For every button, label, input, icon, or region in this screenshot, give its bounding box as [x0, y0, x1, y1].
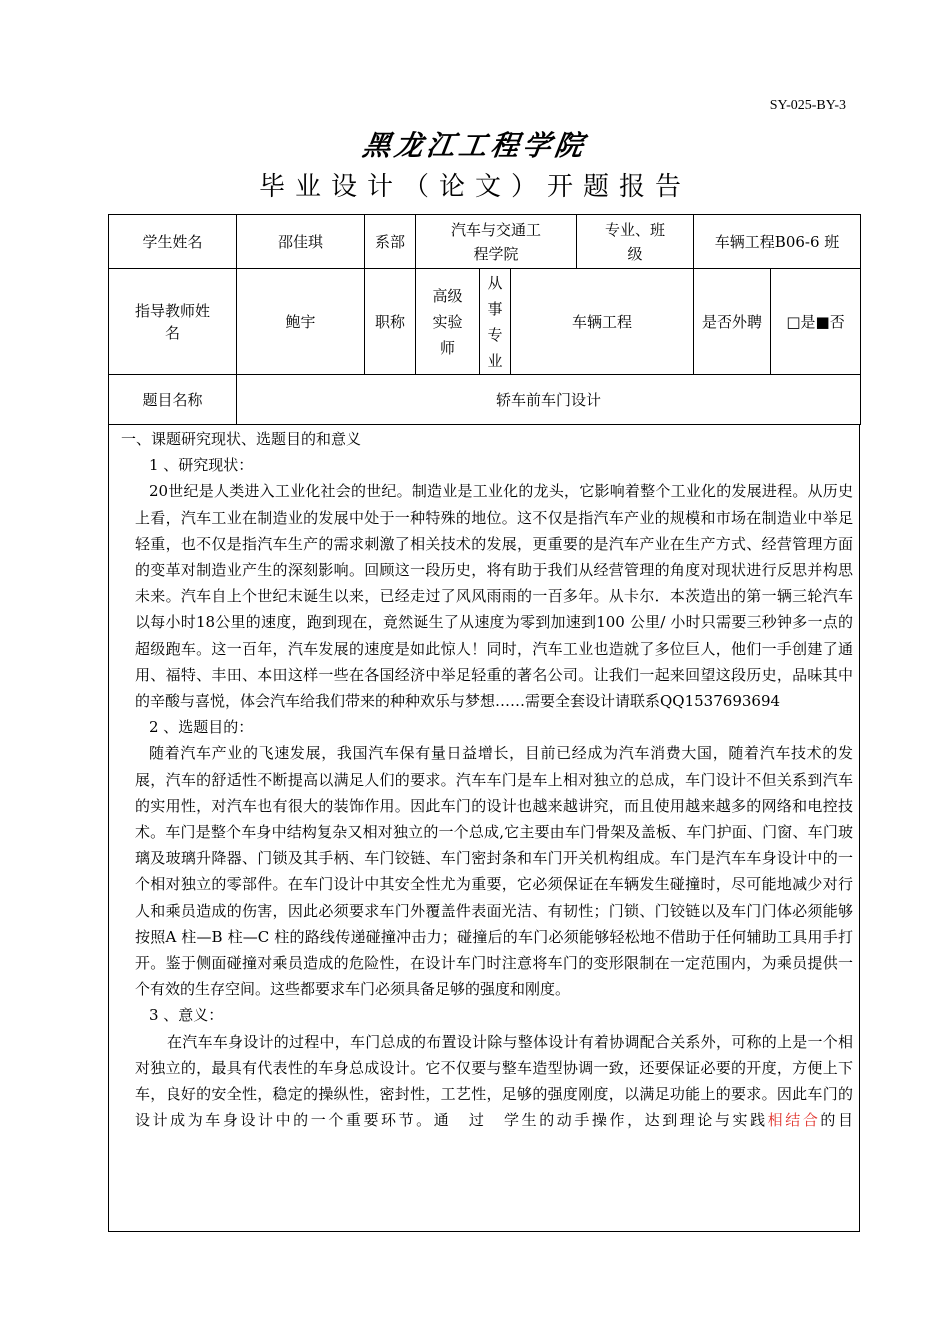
external-label: 是否外聘 [694, 269, 771, 375]
topic-value: 轿车前车门设计 [237, 375, 861, 425]
paragraph-significance [135, 1029, 859, 1134]
rank-value: 高级实验师 [416, 269, 480, 375]
school-logo-text: 黑龙江工程学院 [360, 129, 590, 162]
significance-text: 在汽车车身设计的过程中，车门总成的布置设计除与整体设计有着协调配合关系外，可称的上是一个相对独立的，最具有代表性的车身总成设计。它不仅要与整车造型协调一致，还要保证必要的开度，方便上下车，良好的安全性，稳定的操纵性，密封性，工艺性，足够的强度刚度，以满足功能上的要求。因此车门的设计成为车身设计中的一个重要环节。通 过 学生的动手操作，达到理论与实践 [135, 1032, 853, 1130]
major-label: 专业、班级 [577, 215, 694, 269]
field-value: 车辆工程 [511, 269, 694, 375]
paragraph-research-status: 20世纪是人类进入工业化社会的世纪。制造业是工业化的龙头，它影响着整个工业化的发展进程。从历史上看，汽车工业在制造业的发展中处于一种特殊的地位。这不仅是指汽车产业的规模和市场在制造业中举足轻重，也不仅是指汽车生产的需求刺激了相关技术的发展，更重要的是汽车产业在生产方式、经营管理方面的变革对制造业产生的深刻影响。回顾这一段历史，将有助于我们从经营管理的角度对现状进行反思并构思未来。汽车自上个世纪末诞生以来，已经走过了风风雨雨的一百多年。从卡尔．本茨造出的第一辆三轮汽车以每小时18公里的速度，跑到现在，竟然诞生了从速度为零到加速到100 公里/ 小时只需要三秒钟多一点的超级跑车。这一百年，汽车发展的速度是如此惊人！同时，汽车工业也造就了多位巨人，他们一手创建了通用、福特、丰田、本田这样一些在各国经济中举足轻重的著名公司。让我们一起来回望这段历史，品味其中的辛酸与喜悦，体会汽车给我们带来的种种欢乐与梦想……需要全套设计请联系QQ1537693694 [135, 482, 853, 711]
paragraph-purpose: 随着汽车产业的飞速发展，我国汽车保有量日益增长，目前已经成为汽车消费大国，随着汽车技术的发展，汽车的舒适性不断提高以满足人们的要求。汽车车门是车上相对独立的总成，车门设计不但关系到汽车的实用性，对汽车也有很大的装饰作用。因此车门的设计也越来越讲究，而且使用越来越多的网络和电控技术。车门是整个车身中结构复杂又相对独立的一个总成,它主要由车门骨架及盖板、车门护面、门窗、车门玻璃及玻璃升降器、门锁及其手柄、车门铰链、车门密封条和车门开关机构组成。车门是汽车车身设计中的一个相对独立的零部件。在车门设计中其安全性尤为重要，它必须保证在车辆发生碰撞时，尽可能地减少对行人和乘员造成的伤害，因此必须要求车门外覆盖件表面光洁、有韧性；门锁、门铰链以及车门门体必须能够按照A 柱—B 柱—C 柱的路线传递碰撞冲击力；碰撞后的车门必须能够轻松地不借助于任何辅助工具用手打开。鉴于侧面碰撞对乘员造成的危险性，在设计车门时注意将车门的变形限制在一定范围内，为乘员提供一个有效的生存空间。这些都要求车门必须具备足够的强度和刚度。 [135, 744, 853, 999]
document-code: SY-025-BY-3 [769, 98, 846, 113]
topic-label: 题目名称 [109, 375, 237, 425]
significance-tail: 的目 [820, 1111, 853, 1130]
subheading-purpose: 2 、选题目的： [149, 718, 254, 737]
rank-label: 职称 [365, 269, 416, 375]
dept-value: 汽车与交通工程学院 [416, 215, 577, 269]
dept-label: 系部 [365, 215, 416, 269]
advisor-label: 指导教师姓名 [109, 269, 237, 375]
external-value: □是■否 [771, 269, 861, 375]
info-table [108, 214, 861, 425]
subheading-significance: 3 、意义： [149, 1006, 224, 1025]
advisor-value: 鲍宇 [237, 269, 365, 375]
field-label: 从事专业 [480, 269, 511, 375]
report-content [108, 424, 860, 1232]
page-title: 毕业设计（论文）开题报告 [258, 172, 691, 202]
student-name: 邵佳琪 [237, 215, 365, 269]
student-label: 学生姓名 [109, 215, 237, 269]
section-heading-1: 一、课题研究现状、选题目的和意义 [121, 430, 362, 448]
subheading-research-status: 1 、研究现状： [149, 456, 254, 475]
major-class-value: 车辆工程B06-6 班 [694, 215, 861, 269]
significance-highlight: 相结合 [767, 1111, 821, 1130]
